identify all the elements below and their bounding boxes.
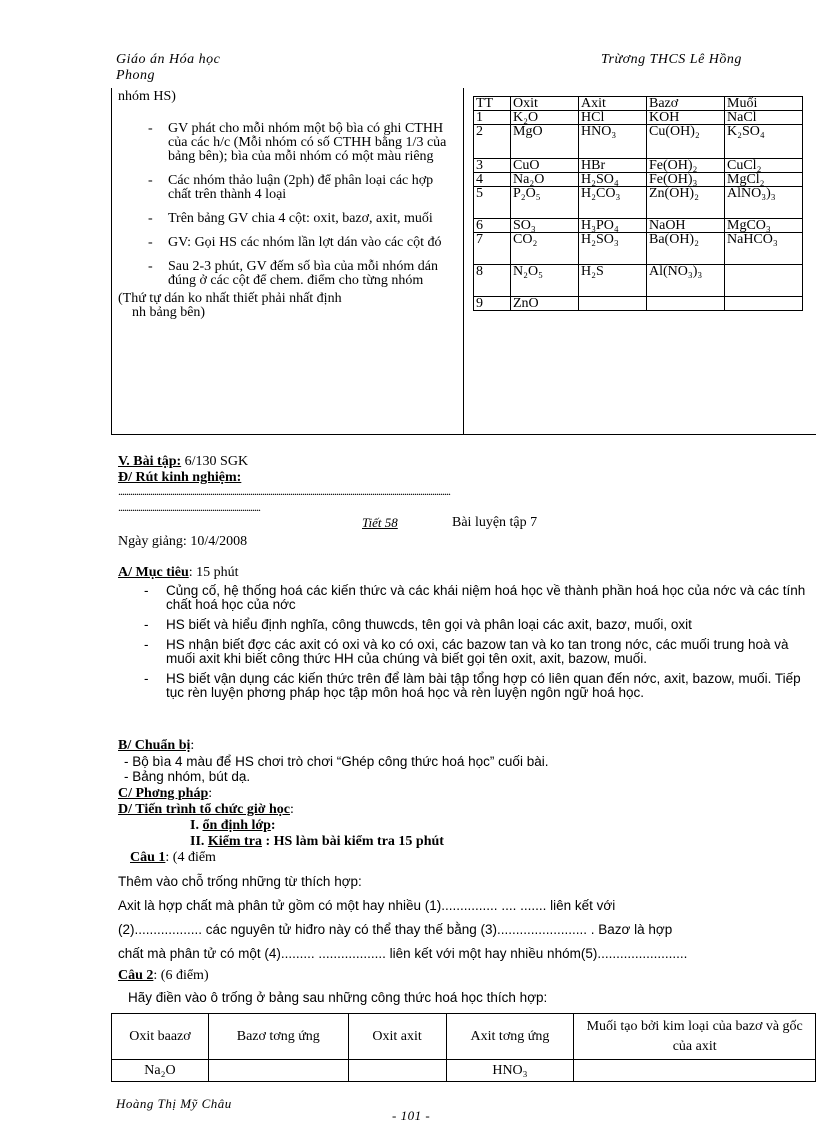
question-1-line: Axit là hợp chất mà phân tử gồm có một hay nhiều (1)............... .... ....... liên kết với	[118, 898, 616, 913]
order-note: (Thứ tự dán ko nhất thiết phải nhất định	[118, 291, 342, 306]
lesson-number: Tiết 58	[362, 515, 398, 530]
objective-item: - HS biết vận dụng các kiến thức trên để làm bài tập tổng hợp có liên quan đến nớc, axit, bazow, muối. Tiếp tục rèn luyện phơng pháp học tập môn hoá học và rèn luyện ngôn ngữ hoá học.	[144, 671, 801, 700]
footer-author: Hoàng Thị Mỹ Châu	[116, 1096, 232, 1111]
activity-item: - GV phát cho mỗi nhóm một bộ bìa có ghi CTHH của các h/c (Mỗi nhóm có số CTHH bằng 1/3 của bảng bên); bìa của mỗi nhóm có một màu riêng	[148, 121, 447, 164]
objectives-list	[118, 584, 816, 700]
objective-item: - Củng cố, hệ thống hoá các kiến thức và các khái niệm hoá học về thành phần hoá học của nớc và các tính chất hoá học của nớc	[144, 583, 806, 612]
table-row: 6 SO₃ H₃PO₄ NaOH MgCO₃	[474, 219, 803, 233]
preparation-item: - Bảng nhóm, bút dạ.	[124, 769, 251, 784]
table-header-row: Oxit baazơ Bazơ tơng ứng Oxit axit Axit tơng ứng Muối tạo bởi kim loại của bazơ và gốc của axit	[112, 1014, 816, 1060]
method-heading: C/ Phơng pháp:	[118, 786, 213, 801]
activity-item: - GV: Gọi HS các nhóm lần lợt dán vào các cột đó	[148, 235, 442, 250]
header-right: Trừơng THCS Lê Hồng	[601, 52, 742, 67]
teacher-activity-column	[118, 90, 458, 320]
activity-item: - Các nhóm thảo luận (2ph) để phân loại các hợp chất trên thành 4 loại	[148, 173, 434, 202]
table-header-row: TT Oxit Axit Bazơ Muối	[474, 97, 803, 111]
objective-item: - HS biết và hiểu định nghĩa, công thuwcds, tên gọi và phân loại các axit, bazơ, muối, oxit	[144, 617, 692, 632]
order-note-continued: nh bảng bên)	[132, 305, 206, 320]
activity-item: - Sau 2-3 phút, GV đếm số bìa của mỗi nhóm dán đúng ở các cột để chem. điểm cho từng nhóm	[148, 259, 438, 288]
header-left-continued: Phong	[116, 68, 156, 83]
preparation-item: - Bộ bìa 4 màu để HS chơi trò chơi “Ghép công thức hoá học” cuối bài.	[124, 754, 549, 769]
answer-table	[111, 1013, 816, 1082]
table-row: 2 MgO HNO₃ Cu(OH)₂ K₂SO₄	[474, 125, 803, 159]
objective-item: - HS nhận biết đợc các axit có oxi và ko có oxi, các bazow tan và ko tan trong nớc, các muối trung hoà và muối axit khi biết công thức HH của chúng và biết gọi tên oxit, axit, bazow, muối.	[144, 637, 789, 666]
top-line: nhóm HS)	[118, 89, 176, 104]
experience-heading: Đ/ Rút kinh nghiệm:	[118, 470, 242, 485]
table-row: 7 CO₂ H₂SO₃ Ba(OH)₂ NaHCO₃	[474, 233, 803, 265]
table-row: Na₂O HNO₃	[112, 1060, 816, 1082]
teaching-date: Ngày giảng: 10/4/2008	[118, 534, 248, 549]
question-1-line: chất mà phân tử có một (4)......... .................. liên kết với một hay nhiều nhóm(5)........................	[118, 946, 688, 961]
table-row: 8 N₂O₅ H₂S Al(NO₃)₃	[474, 265, 803, 297]
question-1-heading: Câu 1: (4 điểm	[130, 850, 216, 865]
dotted-line: .......................................................................	[118, 500, 260, 514]
table-row: 9 ZnO	[474, 297, 803, 311]
homework-line: V. Bài tập: 6/130 SGK	[118, 454, 249, 469]
objectives-heading: A/ Mục tiêu: 15 phút	[118, 565, 239, 580]
step-check: II. Kiểm tra : HS làm bài kiểm tra 15 phút	[190, 834, 444, 849]
question-1-line: (2).................. các nguyên tử hiđro này có thể thay thế bằng (3)........................ . Bazơ là hợp	[118, 922, 673, 937]
table-row: 4 Na₂O H₂SO₄ Fe(OH)₃ MgCl₂	[474, 173, 803, 187]
activity-item: - Trên bảng GV chia 4 cột: oxit, bazơ, axit, muối	[148, 211, 433, 226]
column-divider	[463, 88, 464, 434]
dotted-line: ......................................................................................................................................................................	[118, 484, 450, 498]
table-row: 3 CuO HBr Fe(OH)₂ CuCl₂	[474, 159, 803, 173]
table-row: 5 P₂O₅ H₂CO₃ Zn(OH)₂ AlNO₃)₃	[474, 187, 803, 219]
step-organize-class: I. ổn định lớp:	[190, 818, 276, 833]
page-number: - 101 -	[392, 1108, 431, 1123]
question-1-intro: Thêm vào chỗ trống những từ thích hợp:	[118, 874, 362, 889]
lesson-title: Bài luyện tập 7	[452, 515, 538, 530]
process-heading: D/ Tiến trình tổ chức giờ học:	[118, 802, 294, 817]
preparation-heading: B/ Chuẩn bị:	[118, 738, 195, 753]
compound-table	[473, 96, 803, 311]
question-2-heading: Câu 2: (6 điểm)	[118, 968, 209, 983]
question-2-intro: Hãy điền vào ô trống ở bảng sau những công thức hoá học thích hợp:	[128, 990, 548, 1005]
header-left: Giáo án Hóa học	[116, 52, 221, 67]
table-row: 1 K₂O HCl KOH NaCl	[474, 111, 803, 125]
preparation-list	[124, 754, 548, 784]
